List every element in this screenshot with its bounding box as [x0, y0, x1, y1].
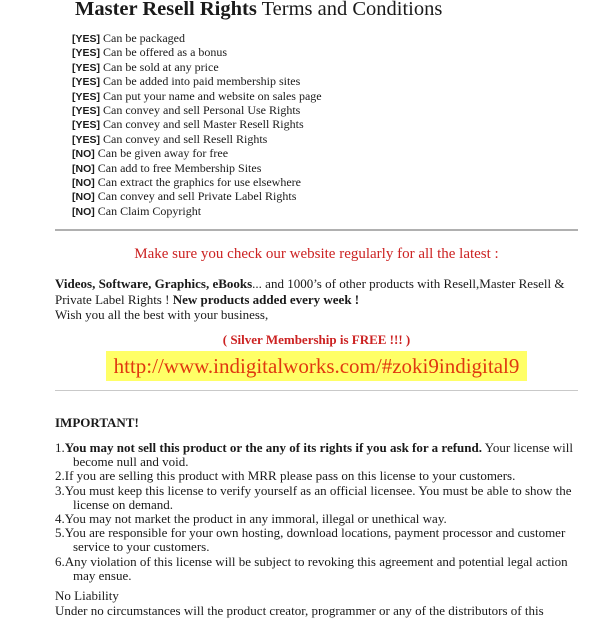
terms-list [55, 441, 578, 583]
term-item [55, 555, 578, 583]
promo-products-bold: Videos, Software, Graphics, eBooks [55, 276, 253, 292]
rights-flag: [NO] [72, 162, 95, 175]
term-item [55, 512, 578, 526]
rights-flag: [YES] [72, 61, 101, 74]
rights-item [72, 176, 578, 190]
rights-item [72, 46, 578, 60]
rights-flag: [YES] [72, 47, 101, 60]
rights-text: Can extract the graphics for use elsewhere [97, 175, 301, 190]
rights-text: Can be packaged [103, 31, 185, 45]
rights-text: Can convey and sell Private Label Rights [97, 189, 297, 204]
promo-body [55, 276, 578, 323]
term-text: You are responsible for your own hosting, download locations, payment processor and customer service to your customers. [64, 525, 566, 555]
rights-item [72, 90, 578, 104]
promo-heading: Make sure you check our website regularly for all the latest : [134, 246, 499, 263]
rights-item [72, 147, 578, 161]
promo-weekly-bold: New products added every week ! [172, 291, 360, 307]
rights-item [72, 104, 578, 118]
term-text: Any violation of this license will be subject to revoking this agreement and potential legal action may ensue. [64, 553, 568, 583]
term-number: 1. [55, 440, 65, 456]
rights-item [72, 32, 578, 46]
term-bold: You may not sell this product or the any of its rights if you ask for a refund. [64, 440, 482, 456]
term-item [55, 441, 578, 469]
rights-item [72, 75, 578, 89]
rights-list [72, 32, 578, 219]
term-item [55, 526, 578, 554]
rights-text: Can convey and sell Master Resell Rights [103, 117, 304, 132]
website-link[interactable]: http://www.indigitalworks.com/#zoki9indigital9 [106, 351, 528, 381]
page-title-product: Master Resell Rights [75, 0, 257, 20]
rights-item [72, 61, 578, 75]
rights-flag: [YES] [72, 90, 101, 103]
rights-flag: [YES] [72, 76, 101, 89]
term-number: 3. [55, 482, 65, 498]
rights-text: Can add to free Membership Sites [97, 160, 262, 175]
page-title [75, 0, 578, 20]
rights-flag: [YES] [72, 33, 101, 45]
term-item [55, 469, 578, 483]
rights-flag: [YES] [72, 119, 101, 132]
term-text: You may not market the product in any immoral, illegal or unethical way. [64, 511, 447, 527]
rights-text: Can convey and sell Resell Rights [103, 131, 268, 146]
rights-item [72, 118, 578, 132]
rights-flag: [NO] [72, 191, 95, 204]
liability-heading: No Liability [55, 588, 119, 604]
rights-text: Can put your name and website on sales page [103, 88, 322, 103]
rights-flag: [NO] [72, 148, 95, 161]
term-number: 4. [55, 511, 65, 527]
term-text: You must keep this license to verify yourself as an official licensee. You must be able to show the license on demand. [64, 482, 572, 512]
url-line [55, 355, 578, 378]
rights-flag: [NO] [72, 205, 95, 218]
promo-wish-text: Wish you all the best with your business, [55, 307, 269, 323]
term-text: Your license will become null and void. [73, 440, 573, 470]
rights-text: Can be offered as a bonus [103, 45, 228, 60]
term-number: 2. [55, 468, 65, 484]
rights-item [72, 205, 578, 219]
rights-item [72, 133, 578, 147]
rights-item [72, 162, 578, 176]
liability-text: Under no circumstances will the product creator, programmer or any of the distributors of this [55, 602, 544, 618]
rights-flag: [NO] [72, 177, 95, 190]
page-title-suffix: Terms and Conditions [256, 0, 443, 20]
rights-flag: [YES] [72, 133, 101, 146]
divider-top [55, 229, 578, 231]
rights-text: Can be sold at any price [103, 59, 219, 74]
rights-text: Can convey and sell Personal Use Rights [103, 103, 301, 118]
promo-text: ... and 1000’s of other products with Resell,Master Resell & Private Label Rights ! [55, 276, 565, 307]
important-heading: IMPORTANT! [55, 415, 139, 431]
rights-text: Can be given away for free [97, 146, 229, 161]
term-text: If you are selling this product with MRR please pass on this license to your customers. [64, 468, 516, 484]
rights-item [72, 190, 578, 204]
rights-text: Can Claim Copyright [97, 203, 202, 218]
divider-middle [55, 390, 578, 391]
membership-note: ( Silver Membership is FREE !!! ) [222, 332, 411, 348]
term-item [55, 484, 578, 512]
term-number: 5. [55, 525, 65, 541]
rights-flag: [YES] [72, 105, 101, 118]
term-number: 6. [55, 553, 65, 569]
rights-text: Can be added into paid membership sites [103, 74, 301, 89]
